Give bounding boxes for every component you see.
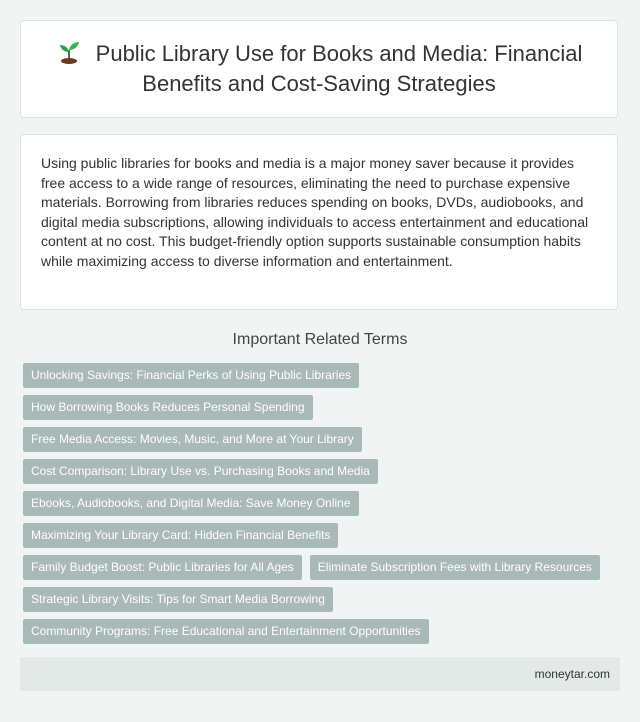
tag-row — [23, 427, 623, 452]
footer — [20, 657, 620, 691]
tag-row — [23, 459, 623, 484]
related-term-tag[interactable]: Free Media Access: Movies, Music, and More at Your Library — [23, 427, 362, 452]
footer-site-link[interactable]: moneytar.com — [534, 667, 610, 681]
tag-row — [23, 491, 623, 516]
related-term-tag[interactable]: Cost Comparison: Library Use vs. Purchasing Books and Media — [23, 459, 378, 484]
related-terms-heading: Important Related Terms — [232, 331, 408, 348]
related-terms-list — [23, 363, 623, 651]
tag-row — [23, 363, 623, 388]
related-term-tag[interactable]: Eliminate Subscription Fees with Library Resources — [310, 555, 600, 580]
tag-row — [23, 523, 623, 548]
tag-row — [23, 587, 623, 612]
related-term-tag[interactable]: Unlocking Savings: Financial Perks of Using Public Libraries — [23, 363, 359, 388]
related-term-tag[interactable]: Ebooks, Audiobooks, and Digital Media: Save Money Online — [23, 491, 359, 516]
intro-card — [20, 134, 618, 310]
related-term-tag[interactable]: Maximizing Your Library Card: Hidden Financial Benefits — [23, 523, 338, 548]
sprout-icon — [56, 40, 82, 64]
related-term-tag[interactable]: Family Budget Boost: Public Libraries for All Ages — [23, 555, 302, 580]
related-term-tag[interactable]: Strategic Library Visits: Tips for Smart Media Borrowing — [23, 587, 333, 612]
tag-row — [23, 619, 623, 644]
tag-row — [23, 555, 623, 580]
intro-paragraph: Using public libraries for books and media is a major money saver because it provides free access to a wide range of resources, eliminating the need to purchase expensive materials. Borrowing from libraries reduces spending on books, DVDs, audiobooks, and digital media subscriptions, allowing individuals to access entertainment and educational content at no cost. This budget-friendly option supports sustainable consumption habits while maximizing access to diverse information and entertainment. — [41, 155, 589, 269]
page-title — [21, 39, 617, 99]
related-term-tag[interactable]: Community Programs: Free Educational and Entertainment Opportunities — [23, 619, 429, 644]
page-title-text: Public Library Use for Books and Media: Financial Benefits and Cost-Saving Strategies — [95, 41, 583, 96]
related-term-tag[interactable]: How Borrowing Books Reduces Personal Spending — [23, 395, 313, 420]
title-card — [20, 20, 618, 118]
tag-row — [23, 395, 623, 420]
